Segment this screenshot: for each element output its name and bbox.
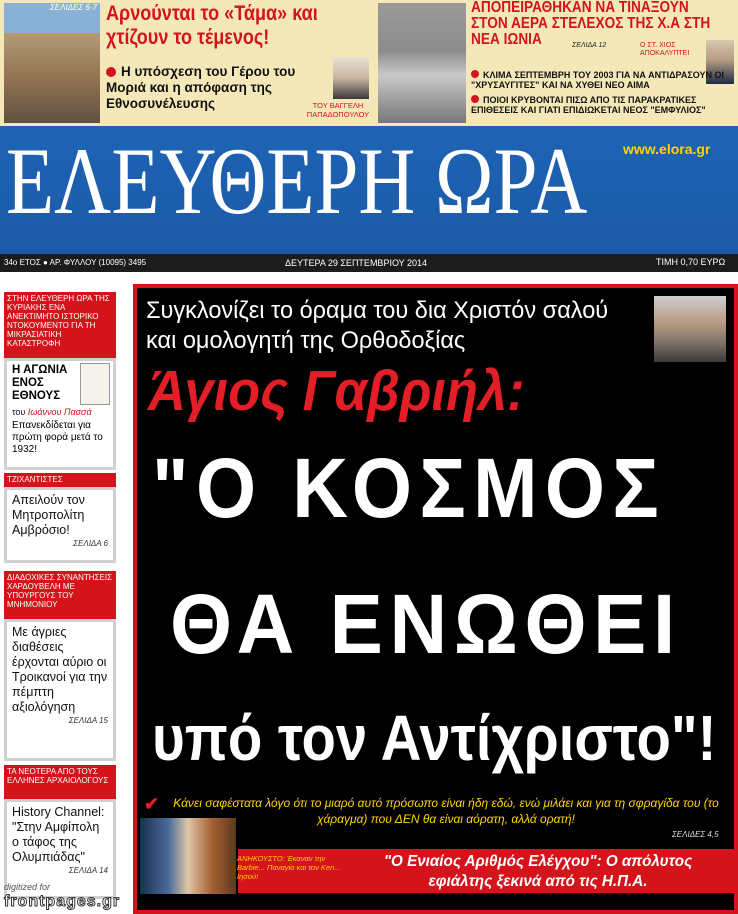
teaser-left-author: ΤΟΥ ΒΑΓΓΕΛΗ ΠΑΠΑΔΟΠΟΥΛΟΥ	[306, 101, 370, 119]
bullet-dot-icon	[471, 70, 479, 78]
teaser-left-page: ΣΕΛΙΔΕΣ 6-7	[50, 3, 97, 12]
dolls-caption: ΑΝΗΚΟΥΣΤΟ: Έκαναν την Barbie... Παναγία και τον Ken... Ιησού!	[237, 854, 341, 881]
sidebar-1-title: Η ΑΓΩΝΙΑ ΕΝΟΣ ΕΘΝΟΥΣ	[12, 364, 68, 402]
sidebar-3-header: ΔΙΑΔΟΧΙΚΕΣ ΣΥΝΑΝΤΗΣΕΙΣ ΧΑΡΔΟΥΒΕΛΗ ΜΕ ΥΠΟΥΡΓΟΥΣ ΤΟΥ ΜΝΗΜΟΝΙΟΥ	[4, 571, 116, 619]
sidebar-2-page: ΣΕΛΙΔΑ 6	[73, 539, 108, 548]
issue-price: ΤΙΜΗ 0,70 ΕΥΡΩ	[656, 257, 726, 267]
main-headline-line-2[interactable]: ΘΑ ΕΝΩΘΕΙ	[170, 577, 682, 671]
church-photo	[4, 3, 100, 123]
sidebar-1-description: Επανεκδίδεται για πρώτη φορά μετά το 1932!	[12, 420, 103, 455]
sidebar-1-author-prefix: του	[12, 407, 28, 417]
teaser-right-bullet-2	[471, 95, 729, 115]
second-story-title-line-2: εφιάλτης ξεκινά από τις Η.Π.Α.	[428, 873, 648, 890]
saint-portrait	[654, 296, 726, 362]
main-name: Άγιος Γαβριήλ:	[148, 359, 525, 423]
author-photo	[333, 57, 369, 99]
sidebar-3-page: ΣΕΛΙΔΑ 15	[68, 716, 108, 725]
watermark-logo: frontpages.gr	[4, 893, 121, 910]
bullet-dot-icon	[471, 95, 479, 103]
main-kicker: Συγκλονίζει το όραμα του δια Χριστόν σαλού και ομολογητή της Ορθοδοξίας	[146, 297, 609, 354]
sidebar-4-header: ΤΑ ΝΕΟΤΕΡΑ ΑΠΟ ΤΟΥΣ ΕΛΛΗΝΕΣ ΑΡΧΑΙΟΛΟΓΟΥΣ	[4, 765, 116, 799]
teaser-right-title[interactable]: ΑΠΟΠΕΙΡΑΘΗΚΑΝ ΝΑ ΤΙΝΑΞΟΥΝ ΣΤΟΝ ΑΕΡΑ ΣΤΕΛΕΧΟΣ ΤΗΣ Χ.Α ΣΤΗ ΝΕΑ ΙΩΝΙΑ	[471, 0, 711, 48]
teaser-right-bullet-2-text: ΠΟΙΟΙ ΚΡΥΒΟΝΤΑΙ ΠΙΣΩ ΑΠΟ ΤΙΣ ΠΑΡΑΚΡΑΤΙΚΕΣ ΕΠΙΘΕΣΕΙΣ ΚΑΙ ΓΙΑΤΙ ΕΠΙΔΙΩΚΕΤΑΙ ΝΕΟΣ "ΕΜΦΥΛΙΟΣ"	[471, 95, 706, 115]
sidebar-4-text: History Channel: "Στην Αμφίπολη ο τάφος της Ολυμπιάδας"	[12, 805, 105, 864]
bullet-dot-icon	[106, 67, 116, 77]
issue-info: 34ο ΕΤΟΣ ● ΑΡ. ΦΥΛΛΟΥ (10095) 3495	[4, 258, 147, 267]
main-headline-line-1[interactable]: "Ο ΚΟΣΜΟΣ	[152, 441, 667, 535]
second-story-title[interactable]	[355, 852, 722, 892]
book-cover-image	[80, 363, 110, 405]
sidebar-1-author-name: Ιωάννου Πασσά	[27, 407, 92, 417]
sidebar-3-text: Με άγριες διαθέσεις έρχονται αύριο οι Τροικανοί για την πέμπτη αξιολόγηση	[12, 625, 108, 714]
dolls-photo	[140, 818, 236, 894]
sidebar-2-box[interactable]	[4, 487, 116, 563]
teaser-left-bullet-text: Η υπόσχεση του Γέρου του Μοριά και η απόφαση της Εθνοσυνέλευσης	[106, 64, 296, 111]
sidebar-2-header: ΤΖΙΧΑΝΤΙΣΤΕΣ	[4, 473, 116, 487]
teaser-left-title[interactable]: Αρνούνται το «Τάμα» και χτίζουν το τέμενος!	[106, 2, 318, 49]
second-story-title-line-1: "Ο Ενιαίος Αριθμός Ελέγχου": Ο απόλυτος	[383, 853, 693, 870]
sidebar-1-author	[12, 407, 108, 418]
sidebar-2-text: Απειλούν τον Μητροπολίτη Αμβρόσιο!	[12, 493, 85, 537]
check-icon: ✔	[144, 794, 160, 814]
website-link[interactable]: www.elora.gr	[623, 141, 711, 157]
teaser-right-bullet-1-text: ΚΛΙΜΑ ΣΕΠΤΕΜΒΡΗ ΤΟΥ 2003 ΓΙΑ ΝΑ ΑΝΤΙΔΡΑΣΟΥΝ ΟΙ "ΧΡΥΣΑΥΓΙΤΕΣ" ΚΑΙ ΝΑ ΧΥΘΕΙ ΝΕΟ ΑΙΜΑ	[471, 70, 725, 90]
teaser-right-author: Ο ΣΤ. ΧΙΟΣ ΑΠΟΚΑΛΥΠΤΕΙ	[640, 42, 690, 57]
newspaper-title: ΕΛΕΥΘΕΡΗ ΩΡΑ	[6, 128, 588, 234]
main-headline-line-3[interactable]: υπό τον Αντίχριστο"!	[152, 702, 717, 774]
sidebar-4-page: ΣΕΛΙΔΑ 14	[68, 866, 108, 875]
teaser-right-bullet-1	[471, 70, 729, 90]
car-photo	[378, 3, 466, 123]
issue-date: ΔΕΥΤΕΡΑ 29 ΣΕΠΤΕΜΒΡΙΟΥ 2014	[285, 258, 428, 268]
teaser-right-page: ΣΕΛΙΔΑ 12	[572, 42, 607, 49]
sidebar-1-header: ΣΤΗΝ ΕΛΕΥΘΕΡΗ ΩΡΑ ΤΗΣ ΚΥΡΙΑΚΗΣ ΕΝΑ ΑΝΕΚΤΙΜΗΤΟ ΙΣΤΟΡΙΚΟ ΝΤΟΚΟΥΜΕΝΤΟ ΓΙΑ ΤΗ ΜΙΚΡΑΣΙΑΤΙΚΗ ΚΑΤΑΣΤΡΟΦΗ	[4, 292, 116, 358]
sidebar-3-box[interactable]	[4, 619, 116, 761]
watermark-caption: digitized for	[4, 882, 51, 892]
main-page-ref: ΣΕΛΙΔΕΣ 4,5	[672, 830, 719, 839]
main-subheadline: Κάνει σαφέστατα λόγο ότι το μιαρό αυτό πρόσωπο είναι ήδη εδώ, ενώ μιλάει και για τη σφραγίδα του (το χάραγμα) που ΔΕΝ θα είναι αόρατη, αλλά ορατή!	[173, 796, 719, 826]
